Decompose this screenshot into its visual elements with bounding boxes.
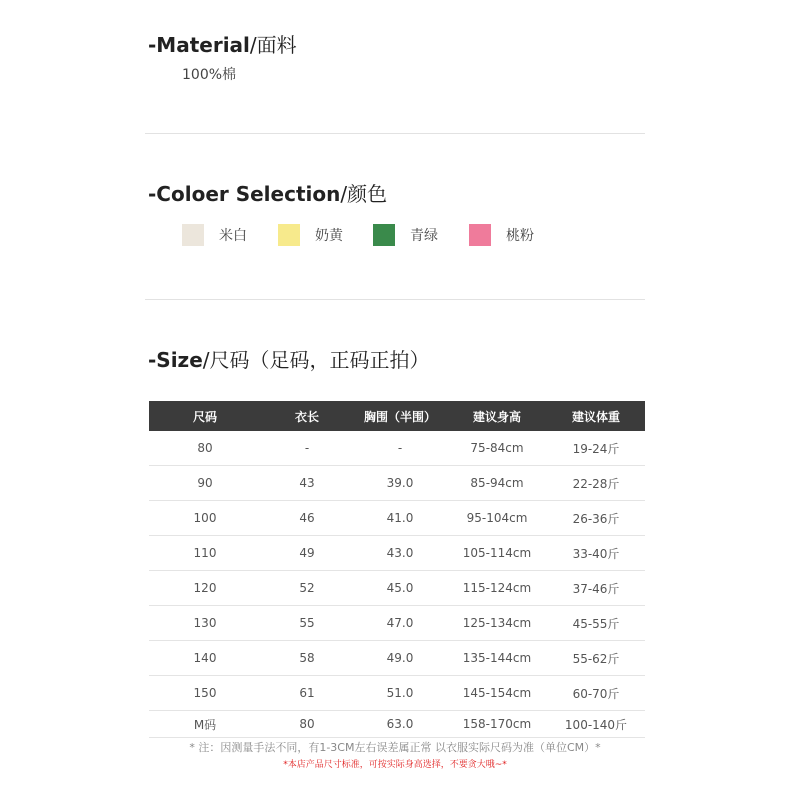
cell-chest: 51.0 bbox=[353, 676, 447, 711]
header-size: 尺码 bbox=[149, 401, 261, 431]
cell-chest: 63.0 bbox=[353, 711, 447, 738]
cell-weight: 55-62斤 bbox=[547, 641, 645, 676]
cell-size: 130 bbox=[149, 606, 261, 641]
cell-chest: 47.0 bbox=[353, 606, 447, 641]
divider-2 bbox=[145, 299, 645, 300]
cell-size: 120 bbox=[149, 571, 261, 606]
color-swatch-green bbox=[373, 224, 395, 246]
cell-height: 95-104cm bbox=[447, 501, 547, 536]
color-label-pink: 桃粉 bbox=[506, 228, 534, 244]
color-swatch-yellow bbox=[278, 224, 300, 246]
color-option-pink[interactable] bbox=[469, 224, 534, 246]
size-table bbox=[149, 401, 645, 738]
cell-size: 100 bbox=[149, 501, 261, 536]
color-swatch-pink bbox=[469, 224, 491, 246]
color-option-green[interactable] bbox=[373, 224, 438, 246]
header-height: 建议身高 bbox=[447, 401, 547, 431]
table-row bbox=[149, 571, 645, 606]
cell-weight: 45-55斤 bbox=[547, 606, 645, 641]
divider-1 bbox=[145, 133, 645, 134]
header-chest: 胸围（半围） bbox=[353, 401, 447, 431]
cell-length: 49 bbox=[261, 536, 353, 571]
color-title-cn: /颜色 bbox=[340, 182, 388, 206]
color-title bbox=[148, 184, 387, 204]
cell-size: 140 bbox=[149, 641, 261, 676]
color-option-yellow[interactable] bbox=[278, 224, 343, 246]
cell-length: - bbox=[261, 431, 353, 466]
header-weight: 建议体重 bbox=[547, 401, 645, 431]
cell-size: 90 bbox=[149, 466, 261, 501]
cell-weight: 37-46斤 bbox=[547, 571, 645, 606]
cell-height: 75-84cm bbox=[447, 431, 547, 466]
cell-height: 135-144cm bbox=[447, 641, 547, 676]
table-row bbox=[149, 606, 645, 641]
size-title-en: -Size bbox=[148, 348, 203, 372]
cell-chest: 43.0 bbox=[353, 536, 447, 571]
cell-size: M码 bbox=[149, 711, 261, 738]
cell-height: 125-134cm bbox=[447, 606, 547, 641]
color-label-yellow: 奶黄 bbox=[315, 228, 343, 244]
table-row bbox=[149, 641, 645, 676]
color-title-en: -Coloer Selection bbox=[148, 182, 341, 206]
cell-weight: 33-40斤 bbox=[547, 536, 645, 571]
color-option-cream[interactable] bbox=[182, 224, 247, 246]
cell-height: 145-154cm bbox=[447, 676, 547, 711]
cell-height: 158-170cm bbox=[447, 711, 547, 738]
cell-length: 80 bbox=[261, 711, 353, 738]
table-row bbox=[149, 711, 645, 738]
table-row bbox=[149, 501, 645, 536]
size-title-cn: /尺码（足码，正码正拍） bbox=[202, 348, 430, 372]
cell-length: 52 bbox=[261, 571, 353, 606]
cell-length: 55 bbox=[261, 606, 353, 641]
table-row bbox=[149, 431, 645, 466]
table-row bbox=[149, 466, 645, 501]
material-title bbox=[148, 35, 297, 55]
cell-chest: 41.0 bbox=[353, 501, 447, 536]
cell-height: 85-94cm bbox=[447, 466, 547, 501]
header-length: 衣长 bbox=[261, 401, 353, 431]
cell-weight: 100-140斤 bbox=[547, 711, 645, 738]
table-row bbox=[149, 676, 645, 711]
cell-weight: 60-70斤 bbox=[547, 676, 645, 711]
size-title bbox=[148, 350, 430, 370]
material-title-en: -Material bbox=[148, 33, 250, 57]
table-row bbox=[149, 536, 645, 571]
cell-length: 58 bbox=[261, 641, 353, 676]
size-table-header-row bbox=[149, 401, 645, 431]
cell-weight: 19-24斤 bbox=[547, 431, 645, 466]
cell-chest: 49.0 bbox=[353, 641, 447, 676]
measurement-note: * 注：因测量手法不同，有1-3CM左右误差属正常 以衣服实际尺码为准（单位CM）* bbox=[189, 741, 601, 754]
cell-chest: 39.0 bbox=[353, 466, 447, 501]
cell-weight: 22-28斤 bbox=[547, 466, 645, 501]
cell-size: 150 bbox=[149, 676, 261, 711]
color-label-cream: 米白 bbox=[219, 228, 247, 244]
color-label-green: 青绿 bbox=[410, 228, 438, 244]
material-title-cn: /面料 bbox=[249, 33, 297, 57]
material-value: 100%棉 bbox=[182, 67, 237, 83]
cell-length: 61 bbox=[261, 676, 353, 711]
cell-size: 110 bbox=[149, 536, 261, 571]
cell-height: 105-114cm bbox=[447, 536, 547, 571]
size-table-body bbox=[149, 431, 645, 738]
cell-weight: 26-36斤 bbox=[547, 501, 645, 536]
cell-size: 80 bbox=[149, 431, 261, 466]
color-swatch-cream bbox=[182, 224, 204, 246]
cell-chest: 45.0 bbox=[353, 571, 447, 606]
cell-height: 115-124cm bbox=[447, 571, 547, 606]
cell-length: 46 bbox=[261, 501, 353, 536]
cell-chest: - bbox=[353, 431, 447, 466]
cell-length: 43 bbox=[261, 466, 353, 501]
size-advice-note: *本店产品尺寸标准，可按实际身高选择，不要贪大哦~* bbox=[283, 760, 507, 770]
